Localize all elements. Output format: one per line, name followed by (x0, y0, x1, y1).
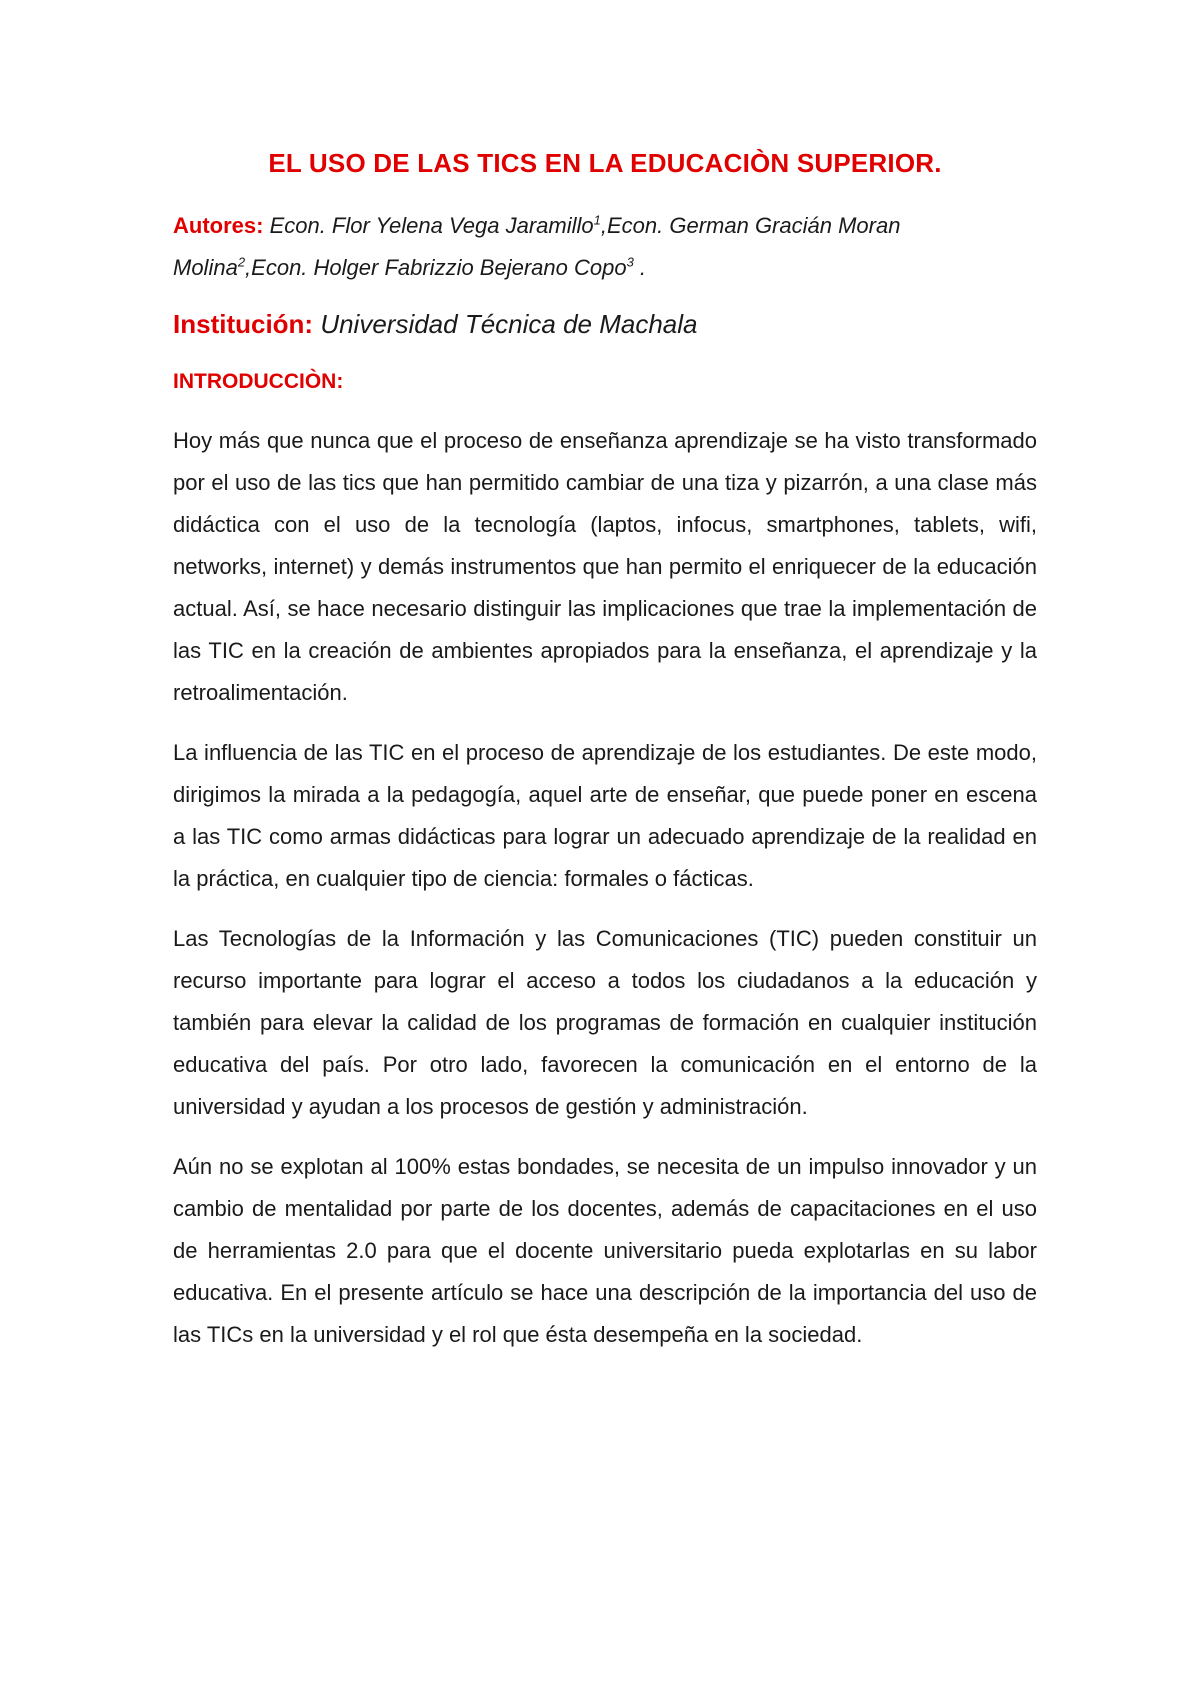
institution-name: Universidad Técnica de Machala (313, 309, 698, 339)
paragraph-2: La influencia de las TIC en el proceso de aprendizaje de los estudiantes. De este modo, dirigimos la mirada a la pedagogía, aquel arte de enseñar, que puede poner en escena a las TIC como armas didácticas para lograr un adecuado aprendizaje de la realidad en la práctica, en cualquier tipo de ciencia: formales o fácticas. (173, 740, 1037, 891)
author-3: ,Econ. Holger Fabrizzio Bejerano Copo (245, 255, 627, 280)
paragraph-4: Aún no se explotan al 100% estas bondades, se necesita de un impulso innovador y un cambio de mentalidad por parte de los docentes, además de capacitaciones en el uso de herramientas 2.0 para que el docente universitario pueda explotarlas en su labor educativa. En el presente artículo se hace una descripción de la importancia del uso de las TICs en la universidad y el rol que ésta desempeña en la sociedad. (173, 1154, 1037, 1347)
introduction-heading: INTRODUCCIÒN: (173, 370, 344, 393)
paragraph-1: Hoy más que nunca que el proceso de enseñanza aprendizaje se ha visto transformado por el uso de las tics que han permitido cambiar de una tiza y pizarrón, a una clase más didáctica con el uso de la tecnología (laptos, infocus, smartphones, tablets, wifi, networks, internet) y demás instrumentos que han permito el enriquecer de la educación actual. Así, se hace necesario distinguir las implicaciones que trae la implementación de las TIC en la creación de ambientes apropiados para la enseñanza, el aprendizaje y la retroalimentación. (173, 428, 1037, 705)
document-body (173, 148, 1037, 1374)
author-3-footnote-mark: 3 (626, 254, 634, 270)
authors-line (173, 205, 1037, 289)
author-2-footnote-mark: 2 (237, 254, 246, 270)
authors-label: Autores: (173, 213, 264, 238)
author-1: Econ. Flor Yelena Vega Jaramillo (263, 213, 594, 238)
institution-line (173, 309, 1037, 340)
paragraph-3: Las Tecnologías de la Información y las Comunicaciones (TIC) pueden constituir un recurso importante para lograr el acceso a todos los ciudadanos a la educación y también para elevar la calidad de los programas de formación en cualquier institución educativa del país. Por otro lado, favorecen la comunicación en el entorno de la universidad y ayudan a los procesos de gestión y administración. (173, 926, 1037, 1119)
institution-label: Institución: (173, 309, 314, 339)
author-2: ,Econ. German Gracián Moran Molina (173, 213, 901, 280)
authors-trailing: . (633, 255, 647, 280)
author-1-footnote-mark: 1 (593, 212, 601, 228)
document-title: EL USO DE LAS TICS EN LA EDUCACIÒN SUPERIOR. (268, 148, 942, 178)
